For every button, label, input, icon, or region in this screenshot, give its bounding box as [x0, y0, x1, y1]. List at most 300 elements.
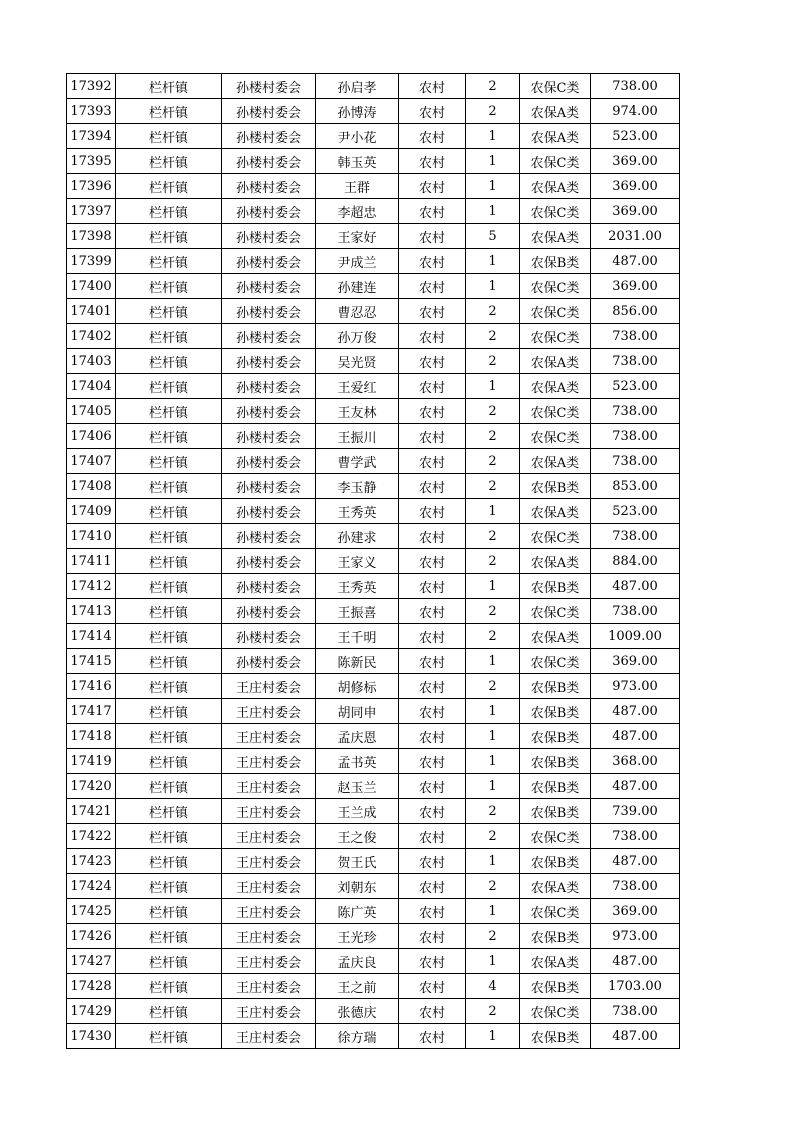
amount-cell: 1009.00: [591, 624, 680, 649]
insurance-class-cell: 农保A类: [520, 624, 591, 649]
town-cell: 栏杆镇: [116, 99, 222, 124]
amount-cell: 884.00: [591, 549, 680, 574]
name-cell: 赵玉兰: [316, 774, 399, 799]
area-type-cell: 农村: [399, 699, 466, 724]
village-committee-cell: 孙楼村委会: [222, 649, 316, 674]
record-id-cell: 17403: [67, 349, 116, 374]
record-id-cell: 17402: [67, 324, 116, 349]
village-committee-cell: 孙楼村委会: [222, 524, 316, 549]
record-id-cell: 17401: [67, 299, 116, 324]
town-cell: 栏杆镇: [116, 249, 222, 274]
household-count-cell: 2: [466, 474, 520, 499]
household-count-cell: 1: [466, 949, 520, 974]
amount-cell: 856.00: [591, 299, 680, 324]
town-cell: 栏杆镇: [116, 699, 222, 724]
insurance-class-cell: 农保B类: [520, 574, 591, 599]
name-cell: 曹忍忍: [316, 299, 399, 324]
table-row: [67, 299, 680, 324]
town-cell: 栏杆镇: [116, 299, 222, 324]
town-cell: 栏杆镇: [116, 474, 222, 499]
village-committee-cell: 孙楼村委会: [222, 449, 316, 474]
table-row: [67, 124, 680, 149]
insurance-class-cell: 农保B类: [520, 924, 591, 949]
insurance-class-cell: 农保B类: [520, 774, 591, 799]
area-type-cell: 农村: [399, 1024, 466, 1049]
household-count-cell: 1: [466, 199, 520, 224]
insurance-class-cell: 农保B类: [520, 849, 591, 874]
name-cell: 王千明: [316, 624, 399, 649]
amount-cell: 369.00: [591, 199, 680, 224]
village-committee-cell: 孙楼村委会: [222, 274, 316, 299]
area-type-cell: 农村: [399, 874, 466, 899]
insurance-class-cell: 农保C类: [520, 74, 591, 99]
insurance-class-cell: 农保A类: [520, 949, 591, 974]
table-row: [67, 424, 680, 449]
area-type-cell: 农村: [399, 199, 466, 224]
town-cell: 栏杆镇: [116, 324, 222, 349]
name-cell: 胡修标: [316, 674, 399, 699]
amount-cell: 738.00: [591, 74, 680, 99]
name-cell: 王秀英: [316, 499, 399, 524]
record-id-cell: 17430: [67, 1024, 116, 1049]
name-cell: 王群: [316, 174, 399, 199]
area-type-cell: 农村: [399, 474, 466, 499]
insurance-class-cell: 农保B类: [520, 474, 591, 499]
household-count-cell: 2: [466, 549, 520, 574]
amount-cell: 487.00: [591, 724, 680, 749]
household-count-cell: 1: [466, 149, 520, 174]
name-cell: 孙万俊: [316, 324, 399, 349]
name-cell: 孙启孝: [316, 74, 399, 99]
village-committee-cell: 孙楼村委会: [222, 399, 316, 424]
record-id-cell: 17407: [67, 449, 116, 474]
village-committee-cell: 王庄村委会: [222, 999, 316, 1024]
household-count-cell: 2: [466, 349, 520, 374]
insurance-class-cell: 农保C类: [520, 199, 591, 224]
town-cell: 栏杆镇: [116, 999, 222, 1024]
village-committee-cell: 王庄村委会: [222, 899, 316, 924]
village-committee-cell: 王庄村委会: [222, 699, 316, 724]
area-type-cell: 农村: [399, 349, 466, 374]
household-count-cell: 2: [466, 299, 520, 324]
table-row: [67, 349, 680, 374]
table-row: [67, 699, 680, 724]
area-type-cell: 农村: [399, 899, 466, 924]
insurance-class-cell: 农保A类: [520, 874, 591, 899]
amount-cell: 523.00: [591, 374, 680, 399]
household-count-cell: 2: [466, 424, 520, 449]
village-committee-cell: 孙楼村委会: [222, 474, 316, 499]
name-cell: 王爱红: [316, 374, 399, 399]
area-type-cell: 农村: [399, 749, 466, 774]
record-id-cell: 17408: [67, 474, 116, 499]
amount-cell: 523.00: [591, 124, 680, 149]
area-type-cell: 农村: [399, 999, 466, 1024]
table-row: [67, 199, 680, 224]
town-cell: 栏杆镇: [116, 399, 222, 424]
insurance-class-cell: 农保A类: [520, 549, 591, 574]
household-count-cell: 1: [466, 1024, 520, 1049]
table-row: [67, 574, 680, 599]
amount-cell: 738.00: [591, 324, 680, 349]
table-row: [67, 499, 680, 524]
amount-cell: 738.00: [591, 524, 680, 549]
record-id-cell: 17399: [67, 249, 116, 274]
name-cell: 孙博涛: [316, 99, 399, 124]
area-type-cell: 农村: [399, 149, 466, 174]
area-type-cell: 农村: [399, 374, 466, 399]
village-committee-cell: 孙楼村委会: [222, 499, 316, 524]
amount-cell: 853.00: [591, 474, 680, 499]
town-cell: 栏杆镇: [116, 124, 222, 149]
household-count-cell: 2: [466, 399, 520, 424]
village-committee-cell: 孙楼村委会: [222, 424, 316, 449]
insurance-class-cell: 农保A类: [520, 374, 591, 399]
table-row: [67, 799, 680, 824]
household-count-cell: 2: [466, 99, 520, 124]
record-id-cell: 17424: [67, 874, 116, 899]
household-count-cell: 2: [466, 324, 520, 349]
area-type-cell: 农村: [399, 449, 466, 474]
amount-cell: 1703.00: [591, 974, 680, 999]
amount-cell: 738.00: [591, 449, 680, 474]
amount-cell: 369.00: [591, 174, 680, 199]
amount-cell: 487.00: [591, 1024, 680, 1049]
record-id-cell: 17412: [67, 574, 116, 599]
household-count-cell: 4: [466, 974, 520, 999]
record-id-cell: 17395: [67, 149, 116, 174]
record-id-cell: 17428: [67, 974, 116, 999]
record-id-cell: 17411: [67, 549, 116, 574]
name-cell: 曹学武: [316, 449, 399, 474]
household-count-cell: 2: [466, 824, 520, 849]
household-count-cell: 1: [466, 499, 520, 524]
table-row: [67, 374, 680, 399]
village-committee-cell: 王庄村委会: [222, 974, 316, 999]
name-cell: 王家好: [316, 224, 399, 249]
area-type-cell: 农村: [399, 99, 466, 124]
insurance-class-cell: 农保B类: [520, 724, 591, 749]
amount-cell: 487.00: [591, 699, 680, 724]
table-row: [67, 99, 680, 124]
area-type-cell: 农村: [399, 499, 466, 524]
table-row: [67, 874, 680, 899]
household-count-cell: 1: [466, 574, 520, 599]
insurance-class-cell: 农保C类: [520, 649, 591, 674]
area-type-cell: 农村: [399, 649, 466, 674]
area-type-cell: 农村: [399, 249, 466, 274]
town-cell: 栏杆镇: [116, 224, 222, 249]
table-row: [67, 549, 680, 574]
amount-cell: 738.00: [591, 599, 680, 624]
table-row: [67, 474, 680, 499]
table-row: [67, 74, 680, 99]
town-cell: 栏杆镇: [116, 374, 222, 399]
amount-cell: 487.00: [591, 249, 680, 274]
record-id-cell: 17400: [67, 274, 116, 299]
name-cell: 孟庆良: [316, 949, 399, 974]
name-cell: 孙建连: [316, 274, 399, 299]
area-type-cell: 农村: [399, 674, 466, 699]
village-committee-cell: 孙楼村委会: [222, 374, 316, 399]
area-type-cell: 农村: [399, 949, 466, 974]
name-cell: 王之俊: [316, 824, 399, 849]
table-row: [67, 674, 680, 699]
town-cell: 栏杆镇: [116, 549, 222, 574]
town-cell: 栏杆镇: [116, 774, 222, 799]
village-committee-cell: 孙楼村委会: [222, 549, 316, 574]
table-row: [67, 624, 680, 649]
village-committee-cell: 王庄村委会: [222, 774, 316, 799]
area-type-cell: 农村: [399, 824, 466, 849]
household-count-cell: 1: [466, 774, 520, 799]
town-cell: 栏杆镇: [116, 624, 222, 649]
village-committee-cell: 王庄村委会: [222, 749, 316, 774]
village-committee-cell: 孙楼村委会: [222, 599, 316, 624]
record-id-cell: 17422: [67, 824, 116, 849]
amount-cell: 487.00: [591, 574, 680, 599]
table-row: [67, 599, 680, 624]
village-committee-cell: 孙楼村委会: [222, 624, 316, 649]
insurance-class-cell: 农保B类: [520, 974, 591, 999]
town-cell: 栏杆镇: [116, 974, 222, 999]
amount-cell: 738.00: [591, 424, 680, 449]
household-count-cell: 1: [466, 849, 520, 874]
household-count-cell: 2: [466, 799, 520, 824]
record-id-cell: 17410: [67, 524, 116, 549]
village-committee-cell: 孙楼村委会: [222, 124, 316, 149]
data-table: [66, 73, 680, 1049]
household-count-cell: 2: [466, 874, 520, 899]
insurance-class-cell: 农保B类: [520, 699, 591, 724]
amount-cell: 973.00: [591, 674, 680, 699]
household-count-cell: 1: [466, 699, 520, 724]
village-committee-cell: 王庄村委会: [222, 949, 316, 974]
amount-cell: 523.00: [591, 499, 680, 524]
town-cell: 栏杆镇: [116, 874, 222, 899]
area-type-cell: 农村: [399, 599, 466, 624]
village-committee-cell: 孙楼村委会: [222, 149, 316, 174]
area-type-cell: 农村: [399, 74, 466, 99]
insurance-class-cell: 农保A类: [520, 349, 591, 374]
record-id-cell: 17397: [67, 199, 116, 224]
household-count-cell: 1: [466, 724, 520, 749]
village-committee-cell: 王庄村委会: [222, 849, 316, 874]
village-committee-cell: 王庄村委会: [222, 874, 316, 899]
area-type-cell: 农村: [399, 774, 466, 799]
area-type-cell: 农村: [399, 849, 466, 874]
household-count-cell: 2: [466, 674, 520, 699]
town-cell: 栏杆镇: [116, 574, 222, 599]
amount-cell: 738.00: [591, 999, 680, 1024]
record-id-cell: 17393: [67, 99, 116, 124]
town-cell: 栏杆镇: [116, 149, 222, 174]
household-count-cell: 1: [466, 899, 520, 924]
household-count-cell: 2: [466, 624, 520, 649]
village-committee-cell: 王庄村委会: [222, 824, 316, 849]
record-id-cell: 17413: [67, 599, 116, 624]
name-cell: 徐方瑞: [316, 1024, 399, 1049]
table-row: [67, 399, 680, 424]
record-id-cell: 17415: [67, 649, 116, 674]
town-cell: 栏杆镇: [116, 199, 222, 224]
name-cell: 王之前: [316, 974, 399, 999]
village-committee-cell: 王庄村委会: [222, 924, 316, 949]
table-row: [67, 899, 680, 924]
amount-cell: 974.00: [591, 99, 680, 124]
insurance-class-cell: 农保B类: [520, 249, 591, 274]
insurance-class-cell: 农保A类: [520, 99, 591, 124]
insurance-class-cell: 农保A类: [520, 174, 591, 199]
record-id-cell: 17426: [67, 924, 116, 949]
insurance-class-cell: 农保C类: [520, 324, 591, 349]
amount-cell: 369.00: [591, 899, 680, 924]
household-count-cell: 5: [466, 224, 520, 249]
insurance-class-cell: 农保B类: [520, 674, 591, 699]
record-id-cell: 17392: [67, 74, 116, 99]
table-row: [67, 974, 680, 999]
table-row: [67, 324, 680, 349]
town-cell: 栏杆镇: [116, 899, 222, 924]
town-cell: 栏杆镇: [116, 799, 222, 824]
area-type-cell: 农村: [399, 724, 466, 749]
name-cell: 王友林: [316, 399, 399, 424]
area-type-cell: 农村: [399, 924, 466, 949]
insurance-class-cell: 农保A类: [520, 124, 591, 149]
insurance-class-cell: 农保A类: [520, 224, 591, 249]
town-cell: 栏杆镇: [116, 649, 222, 674]
household-count-cell: 2: [466, 599, 520, 624]
area-type-cell: 农村: [399, 974, 466, 999]
amount-cell: 369.00: [591, 649, 680, 674]
village-committee-cell: 王庄村委会: [222, 724, 316, 749]
town-cell: 栏杆镇: [116, 924, 222, 949]
area-type-cell: 农村: [399, 549, 466, 574]
table-row: [67, 949, 680, 974]
record-id-cell: 17417: [67, 699, 116, 724]
name-cell: 张德庆: [316, 999, 399, 1024]
area-type-cell: 农村: [399, 624, 466, 649]
table-row: [67, 249, 680, 274]
household-count-cell: 1: [466, 124, 520, 149]
village-committee-cell: 孙楼村委会: [222, 99, 316, 124]
household-count-cell: 2: [466, 449, 520, 474]
insurance-class-cell: 农保B类: [520, 749, 591, 774]
name-cell: 王秀英: [316, 574, 399, 599]
amount-cell: 369.00: [591, 149, 680, 174]
name-cell: 王兰成: [316, 799, 399, 824]
record-id-cell: 17429: [67, 999, 116, 1024]
record-id-cell: 17423: [67, 849, 116, 874]
insurance-class-cell: 农保C类: [520, 899, 591, 924]
area-type-cell: 农村: [399, 174, 466, 199]
village-committee-cell: 孙楼村委会: [222, 174, 316, 199]
amount-cell: 738.00: [591, 349, 680, 374]
table-row: [67, 824, 680, 849]
record-id-cell: 17425: [67, 899, 116, 924]
insurance-class-cell: 农保A类: [520, 499, 591, 524]
town-cell: 栏杆镇: [116, 174, 222, 199]
town-cell: 栏杆镇: [116, 949, 222, 974]
table-row: [67, 999, 680, 1024]
name-cell: 孙建求: [316, 524, 399, 549]
area-type-cell: 农村: [399, 524, 466, 549]
insurance-class-cell: 农保C类: [520, 274, 591, 299]
table-row: [67, 749, 680, 774]
insurance-class-cell: 农保B类: [520, 799, 591, 824]
town-cell: 栏杆镇: [116, 524, 222, 549]
table-row: [67, 149, 680, 174]
table-row: [67, 724, 680, 749]
name-cell: 王光珍: [316, 924, 399, 949]
household-count-cell: 1: [466, 249, 520, 274]
name-cell: 王振川: [316, 424, 399, 449]
area-type-cell: 农村: [399, 224, 466, 249]
name-cell: 胡同申: [316, 699, 399, 724]
village-committee-cell: 王庄村委会: [222, 1024, 316, 1049]
insurance-class-cell: 农保B类: [520, 1024, 591, 1049]
town-cell: 栏杆镇: [116, 849, 222, 874]
table-row: [67, 449, 680, 474]
town-cell: 栏杆镇: [116, 449, 222, 474]
table-row: [67, 924, 680, 949]
name-cell: 王振喜: [316, 599, 399, 624]
record-id-cell: 17416: [67, 674, 116, 699]
area-type-cell: 农村: [399, 274, 466, 299]
town-cell: 栏杆镇: [116, 599, 222, 624]
insurance-class-cell: 农保C类: [520, 424, 591, 449]
town-cell: 栏杆镇: [116, 1024, 222, 1049]
table-row: [67, 224, 680, 249]
village-committee-cell: 孙楼村委会: [222, 249, 316, 274]
area-type-cell: 农村: [399, 324, 466, 349]
amount-cell: 487.00: [591, 849, 680, 874]
name-cell: 王家义: [316, 549, 399, 574]
amount-cell: 369.00: [591, 274, 680, 299]
village-committee-cell: 孙楼村委会: [222, 299, 316, 324]
record-id-cell: 17406: [67, 424, 116, 449]
town-cell: 栏杆镇: [116, 499, 222, 524]
village-committee-cell: 孙楼村委会: [222, 74, 316, 99]
table-body: [67, 74, 680, 1049]
name-cell: 陈广英: [316, 899, 399, 924]
amount-cell: 973.00: [591, 924, 680, 949]
insurance-class-cell: 农保C类: [520, 149, 591, 174]
name-cell: 陈新民: [316, 649, 399, 674]
area-type-cell: 农村: [399, 299, 466, 324]
record-id-cell: 17419: [67, 749, 116, 774]
village-committee-cell: 孙楼村委会: [222, 224, 316, 249]
area-type-cell: 农村: [399, 574, 466, 599]
household-count-cell: 1: [466, 274, 520, 299]
household-count-cell: 1: [466, 749, 520, 774]
amount-cell: 2031.00: [591, 224, 680, 249]
amount-cell: 487.00: [591, 949, 680, 974]
town-cell: 栏杆镇: [116, 724, 222, 749]
town-cell: 栏杆镇: [116, 349, 222, 374]
table-row: [67, 1024, 680, 1049]
table-row: [67, 849, 680, 874]
name-cell: 李玉静: [316, 474, 399, 499]
town-cell: 栏杆镇: [116, 674, 222, 699]
record-id-cell: 17394: [67, 124, 116, 149]
table-row: [67, 524, 680, 549]
household-count-cell: 2: [466, 999, 520, 1024]
insurance-class-cell: 农保C类: [520, 399, 591, 424]
insurance-class-cell: 农保C类: [520, 524, 591, 549]
area-type-cell: 农村: [399, 124, 466, 149]
household-count-cell: 2: [466, 524, 520, 549]
